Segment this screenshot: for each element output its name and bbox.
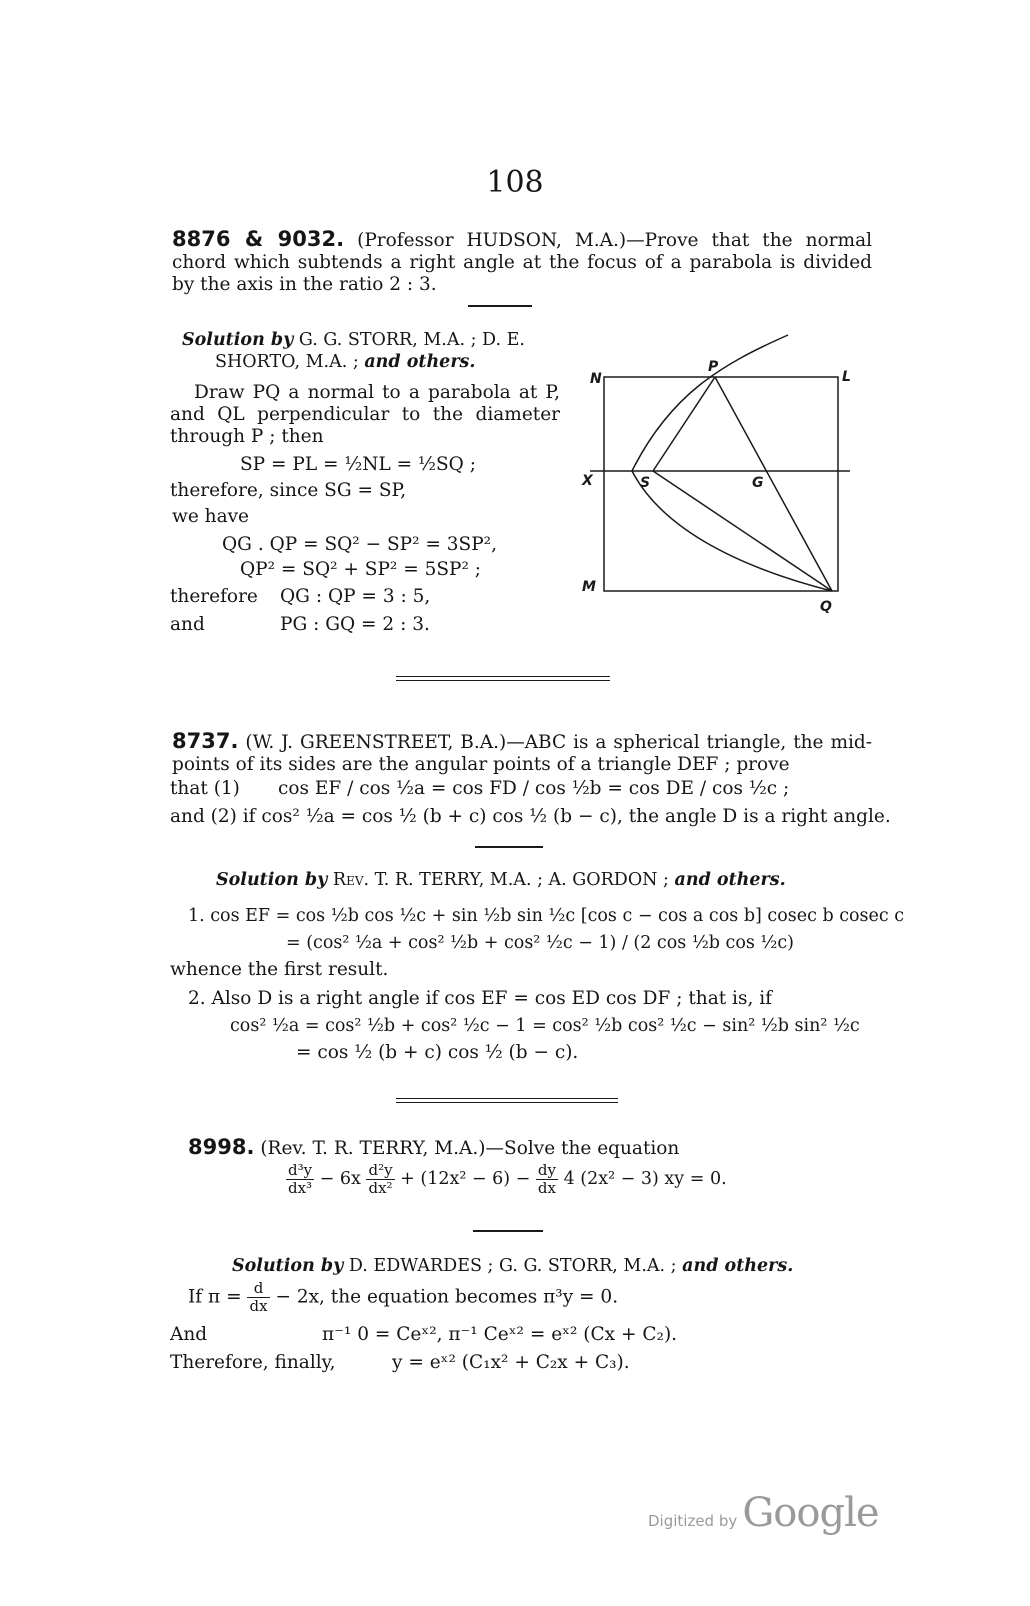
solution-line: cos² ½a = cos² ½b + cos² ½c − 1 = cos² ½b cos² ½c − sin² ½b sin² ½c bbox=[230, 1016, 860, 1036]
solution-line: π⁻¹ 0 = Ceˣ², π⁻¹ Ceˣ² = eˣ² (Cx + C₂). bbox=[322, 1324, 678, 1345]
solution-header-cont bbox=[215, 352, 475, 372]
parabola-figure bbox=[570, 325, 870, 625]
fraction: $\frac{dy}{dx}$ bbox=[537, 1161, 556, 1197]
line-ps bbox=[653, 377, 715, 471]
label-q: Q bbox=[820, 599, 832, 615]
label-m: M bbox=[582, 579, 596, 595]
page-number: 108 bbox=[486, 165, 544, 200]
solution-line: therefore bbox=[170, 586, 258, 607]
solution-line: QG . QP = SQ² − SP² = 3SP², bbox=[222, 534, 497, 555]
and-others-label: and others. bbox=[364, 352, 476, 372]
solution-by-label: Solution by bbox=[182, 330, 294, 350]
problem-number: 8737. bbox=[172, 729, 239, 753]
solution-line: therefore, since SG = SP, bbox=[170, 480, 407, 501]
solution-line: QP² = SQ² + SP² = 5SP² ; bbox=[240, 559, 482, 580]
parabola-curve bbox=[632, 335, 832, 591]
fraction: $\frac{d}{dx}$ bbox=[249, 1279, 268, 1315]
solution-header bbox=[216, 870, 786, 890]
problem-8876-statement bbox=[172, 228, 872, 296]
google-logo: Google bbox=[742, 1490, 879, 1536]
problem-text: (Professor HUDSON, M.A.)—Prove that the normal chord which subtends a right angle at the focus of a parabola is divided by the axis in the ratio 2 : 3. bbox=[172, 230, 873, 295]
digitized-label: Digitized by bbox=[648, 1512, 738, 1530]
label-l: L bbox=[842, 369, 851, 385]
solution-line: 1. cos EF = cos ½b cos ½c + sin ½b sin ½c [cos c − cos a cos b] cosec b cosec c bbox=[188, 906, 905, 926]
solvers: D. EDWARDES ; G. G. STORR, M.A. ; bbox=[348, 1256, 677, 1276]
line-sq bbox=[653, 471, 832, 591]
double-rule bbox=[396, 676, 610, 681]
solution-header bbox=[232, 1256, 793, 1276]
solution-line: SP = PL = ½NL = ½SQ ; bbox=[240, 454, 476, 475]
problem-text: (Rev. T. R. TERRY, M.A.)—Solve the equation bbox=[260, 1138, 680, 1159]
separator-rule bbox=[468, 305, 532, 307]
label-x: X bbox=[582, 473, 593, 489]
final-equation: y = eˣ² (C₁x² + C₂x + C₃). bbox=[392, 1352, 630, 1373]
and-label: And bbox=[170, 1324, 208, 1345]
problem-number: 8876 & 9032. bbox=[172, 227, 345, 251]
separator-rule bbox=[473, 1230, 543, 1232]
fraction: $\frac{\text{d³y}}{\text{dx³}}$ bbox=[288, 1161, 313, 1197]
equation-1: cos EF / cos ½a = cos FD / cos ½b = cos DE / cos ½c ; bbox=[278, 778, 790, 799]
differential-equation: $\frac{\text{d³y}}{\text{dx³}}$ − 6x $\frac{\text{d²y}}{\text{dx²}}$ + (12x² − 6) − $\frac{dy}{dx}$ 4 (2x² − 3) xy = 0. bbox=[288, 1161, 727, 1197]
problem-text: (W. J. GREENSTREET, B.A.)—ABC is a spherical triangle, the mid-points of its sides are the angular points of a triangle DEF ; prove bbox=[172, 732, 872, 775]
solution-line: whence the first result. bbox=[170, 959, 389, 980]
label-n: N bbox=[590, 371, 602, 387]
label-p: P bbox=[708, 359, 719, 375]
solution-header bbox=[182, 330, 525, 350]
solvers: Rev. T. R. TERRY, M.A. ; A. GORDON ; bbox=[332, 870, 669, 890]
label-s: S bbox=[640, 475, 651, 491]
solution-line: QG : QP = 3 : 5, bbox=[280, 586, 431, 607]
that-label: that (1) bbox=[170, 778, 240, 799]
solvers: SHORTO, M.A. ; bbox=[215, 352, 359, 372]
solution-by-label: Solution by bbox=[216, 870, 328, 890]
solution-line: PG : GQ = 2 : 3. bbox=[280, 614, 430, 635]
solution-by-label: Solution by bbox=[232, 1256, 344, 1276]
solution-line: If π = $\frac{d}{dx}$ − 2x, the equation becomes π³y = 0. bbox=[188, 1279, 619, 1315]
label-g: G bbox=[752, 475, 764, 491]
double-rule bbox=[396, 1098, 618, 1103]
solution-line: = (cos² ½a + cos² ½b + cos² ½c − 1) / (2 cos ½b cos ½c) bbox=[286, 933, 795, 953]
solvers: G. G. STORR, M.A. ; D. E. bbox=[298, 330, 525, 350]
line-pq bbox=[715, 377, 832, 591]
solution-line: = cos ½ (b + c) cos ½ (b − c). bbox=[296, 1042, 579, 1063]
solution-line: and bbox=[170, 614, 205, 635]
problem-8737-statement bbox=[172, 730, 872, 776]
problem-number: 8998. bbox=[188, 1135, 255, 1159]
digitized-by-google-watermark bbox=[648, 1490, 879, 1536]
solution-line: we have bbox=[172, 506, 250, 527]
and-others-label: and others. bbox=[682, 1256, 794, 1276]
solution-line: 2. Also D is a right angle if cos EF = cos ED cos DF ; that is, if bbox=[188, 988, 772, 1009]
statement-line-2: and (2) if cos² ½a = cos ½ (b + c) cos ½ (b − c), the angle D is a right angle. bbox=[170, 806, 891, 827]
therefore-label: Therefore, finally, bbox=[170, 1352, 336, 1373]
separator-rule bbox=[475, 846, 543, 848]
problem-8998-statement bbox=[188, 1136, 868, 1160]
and-others-label: and others. bbox=[674, 870, 786, 890]
fraction: $\frac{\text{d²y}}{\text{dx²}}$ bbox=[368, 1161, 393, 1197]
solution-body: Draw PQ a normal to a parabola at P, and QL perpendicular to the diameter through P ; then bbox=[170, 382, 560, 447]
